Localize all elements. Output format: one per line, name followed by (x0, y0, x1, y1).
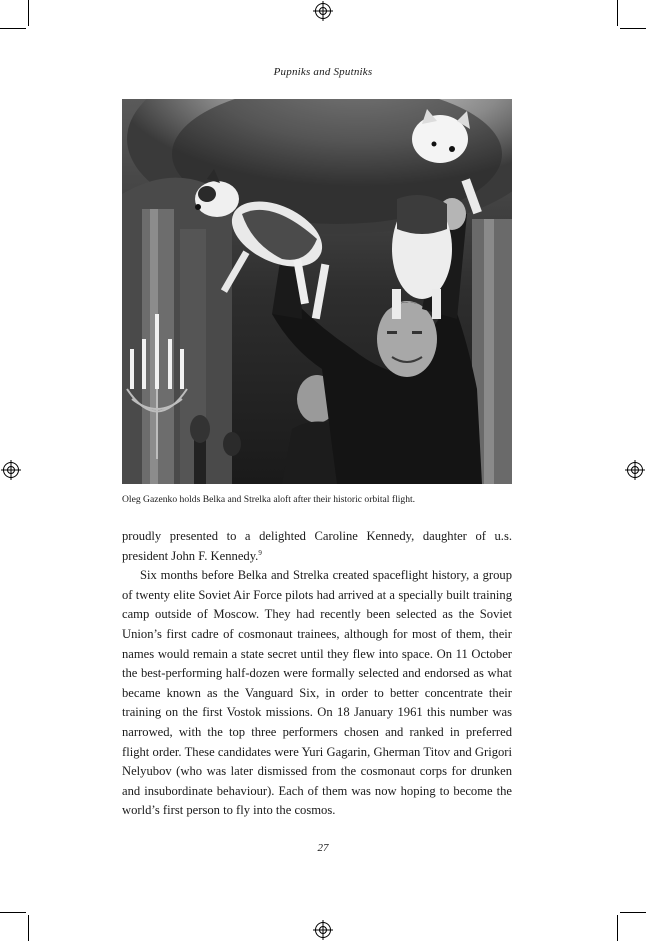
registration-mark-icon (315, 922, 331, 938)
crop-mark (620, 28, 646, 29)
crop-mark (28, 915, 29, 941)
registration-mark-icon (627, 462, 643, 478)
crop-mark (617, 915, 618, 941)
crop-mark (620, 912, 646, 913)
crop-mark (28, 0, 29, 26)
crop-mark (0, 912, 26, 913)
crop-mark (0, 28, 26, 29)
registration-mark-icon (3, 462, 19, 478)
footnote-ref: 9 (258, 548, 262, 557)
running-head: Pupniks and Sputniks (273, 66, 373, 78)
page-number: 27 (317, 842, 329, 854)
paragraph: Six months before Belka and Strelka created spaceflight history, a group of twenty elite Soviet Air Force pilots had arrived at a specially built training camp outside of Moscow. They had recently been selected as the Soviet Union’s first cadre of cosmonaut trainees, although for most of them, their names would remain a state secret until they flew into space. On 11 October the best-performing half-dozen were formally selected and endorsed as what became known as the Vanguard Six, in order to better concentrate their training on the first Vostok missions. On 18 January 1961 this number was narrowed, with the top three performers chosen and ranked in preferred flight order. These candidates were Yuri Gagarin, Gherman Titov and Grigori Nelyubov (who was later dismissed from the cosmonaut corps for drunken and insubordinate behaviour). Each of them was now hoping to become the world’s first person to fly into the cosmos. (122, 568, 512, 818)
photograph (122, 99, 512, 484)
photograph-icon (122, 99, 512, 484)
registration-mark-icon (315, 3, 331, 19)
crop-mark (617, 0, 618, 26)
paragraph-text: proudly presented to a delighted Caroline Kennedy, daughter of u.s. president John F. Kennedy. (122, 529, 512, 563)
body-text (122, 527, 512, 821)
photo-caption: Oleg Gazenko holds Belka and Strelka aloft after their historic orbital flight. (122, 494, 416, 505)
paragraph (122, 527, 512, 566)
